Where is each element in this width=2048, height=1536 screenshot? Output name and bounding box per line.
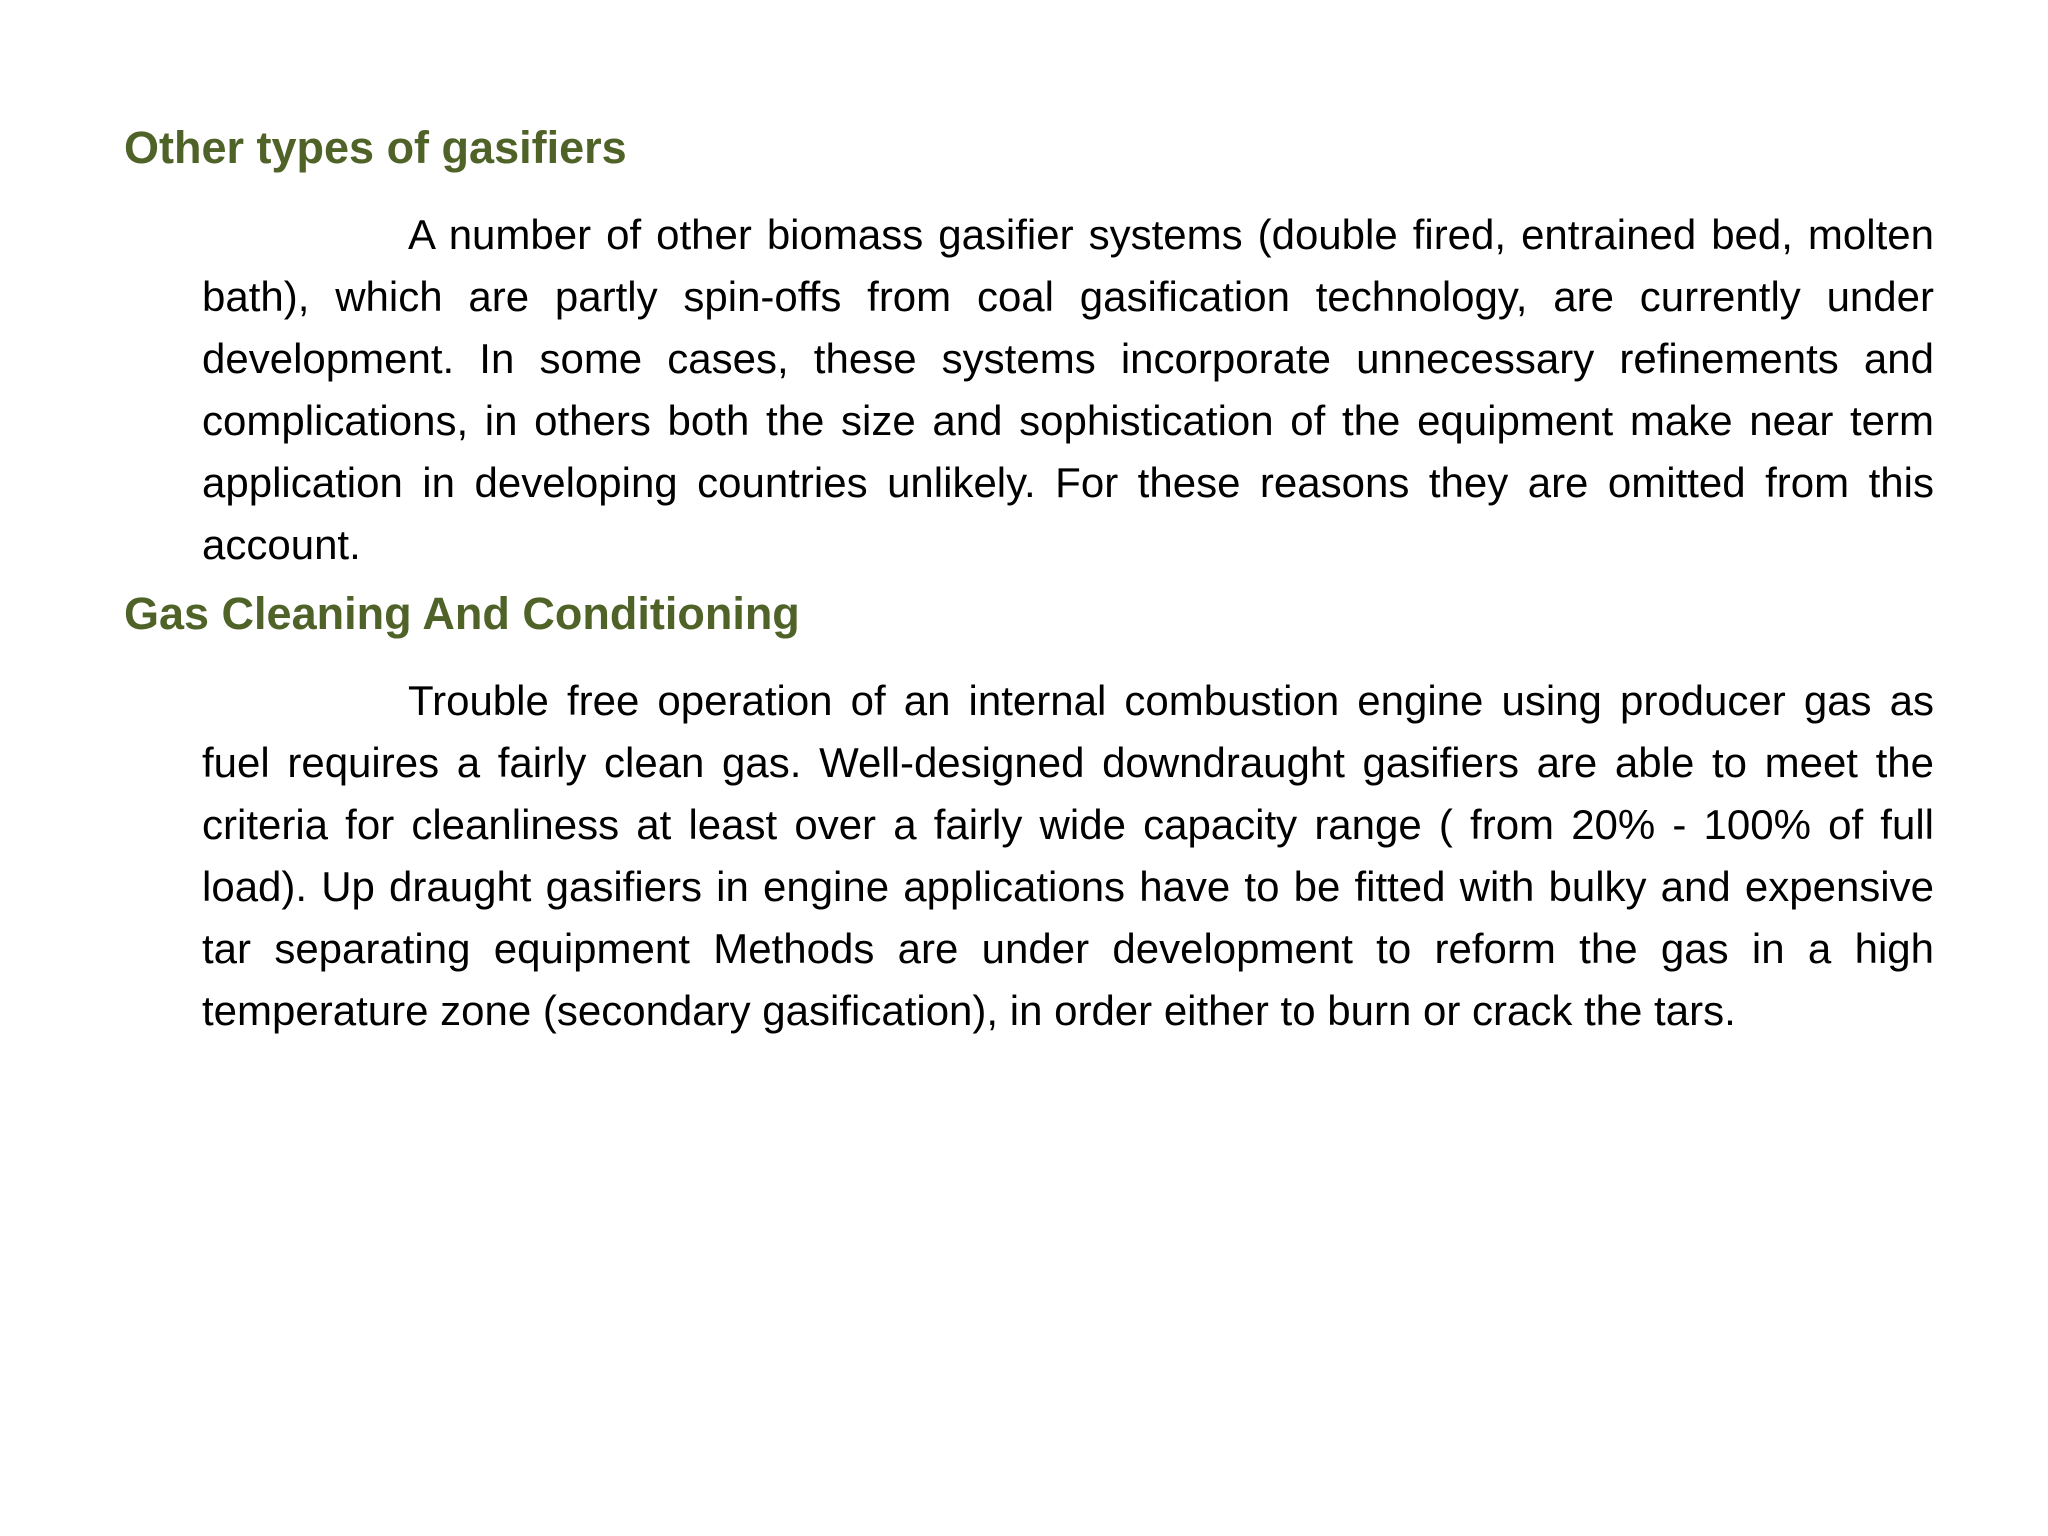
section-gas-cleaning <box>124 586 1944 1034</box>
section-heading: Gas Cleaning And Conditioning <box>124 588 800 639</box>
section-other-gasifiers <box>124 120 1944 568</box>
section-body-paragraph: A number of other biomass gasifier systems (double fired, entrained bed, molten bath), which are partly spin-offs from coal gasification technology, are currently under development. In some cases, these systems incorporate unnecessary refinements and complications, in others both the size and sophistication of the equipment make near term application in developing countries unlikely. For these reasons they are omitted from this account. <box>202 211 1934 568</box>
section-body-paragraph: Trouble free operation of an internal combustion engine using producer gas as fuel requires a fairly clean gas. Well-designed downdraught gasifiers are able to meet the criteria for cleanliness at least over a fairly wide capacity range ( from 20% - 100% of full load). Up draught gasifiers in engine applications have to be fitted with bulky and expensive tar separating equipment Methods are under development to reform the gas in a high temperature zone (secondary gasification), in order either to burn or crack the tars. <box>202 677 1934 1034</box>
section-heading: Other types of gasifiers <box>124 122 627 173</box>
